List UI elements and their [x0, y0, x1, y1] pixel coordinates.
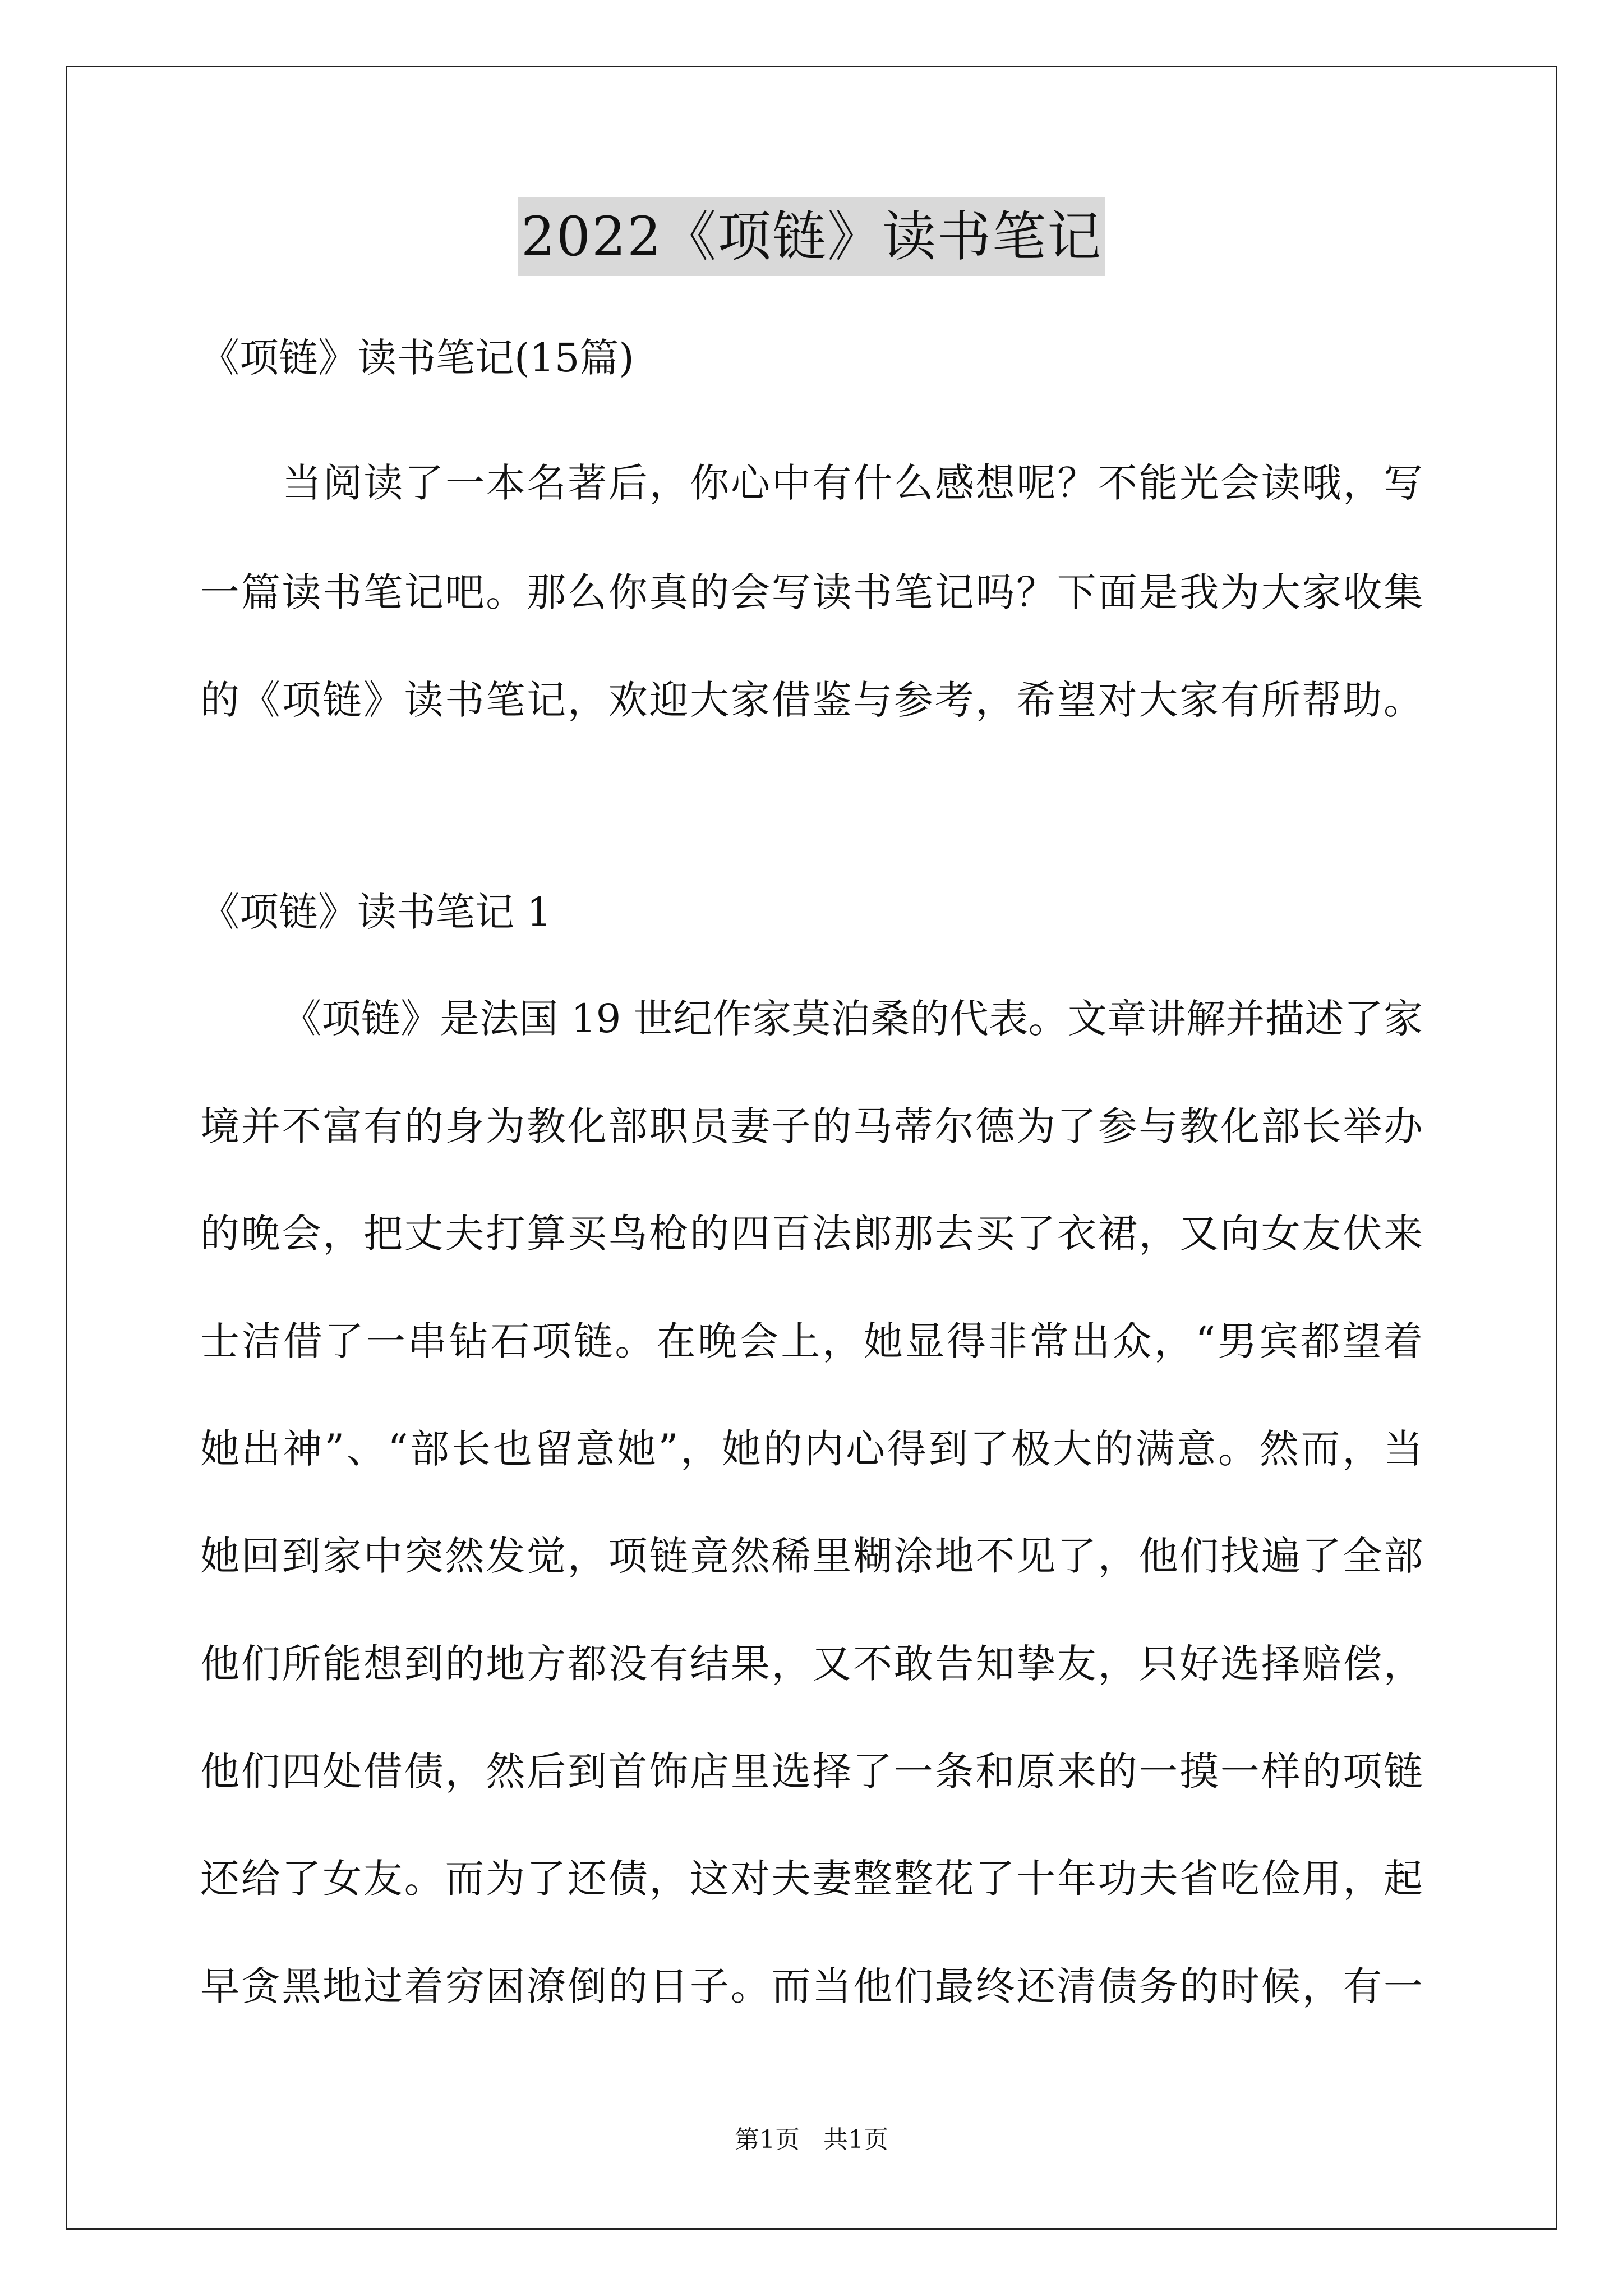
body-line: 《项链》是法国 19 世纪作家莫泊桑的代表。文章讲解并描述了家 — [282, 996, 1423, 1042]
body-line: 她回到家中突然发觉，项链竟然稀里糊涂地不见了，他们找遍了全部 — [200, 1533, 1423, 1579]
document-title: 2022《项链》读书笔记 — [518, 197, 1105, 276]
body-line: 还给了女友。而为了还债，这对夫妻整整花了十年功夫省吃俭用，起 — [200, 1856, 1423, 1902]
intro-line: 的《项链》读书笔记，欢迎大家借鉴与参考，希望对大家有所帮助。 — [200, 677, 1423, 723]
subtitle: 《项链》读书笔记(15篇) — [200, 335, 634, 381]
page-number: 第1页 — [735, 2125, 800, 2154]
intro-line: 当阅读了一本名著后，你心中有什么感想呢？不能光会读哦，写 — [282, 460, 1423, 506]
title-container — [0, 197, 1623, 276]
body-line: 的晚会，把丈夫打算买鸟枪的四百法郎那去买了衣裙，又向女友伏来 — [200, 1211, 1423, 1257]
body-line: 她出神”、“部长也留意她”，她的内心得到了极大的满意。然而，当 — [200, 1426, 1423, 1472]
body-line: 境并不富有的身为教化部职员妻子的马蒂尔德为了参与教化部长举办 — [200, 1103, 1423, 1149]
body-line: 他们四处借债，然后到首饰店里选择了一条和原来的一摸一样的项链 — [200, 1749, 1423, 1795]
page-total: 共1页 — [823, 2125, 888, 2154]
body-line: 士洁借了一串钻石项链。在晚会上，她显得非常出众，“男宾都望着 — [200, 1318, 1423, 1364]
intro-line: 一篇读书笔记吧。那么你真的会写读书笔记吗？下面是我为大家收集 — [200, 569, 1423, 615]
body-line: 他们所能想到的地方都没有结果，又不敢告知挚友，只好选择赔偿， — [200, 1641, 1423, 1687]
body-line: 早贪黑地过着穷困潦倒的日子。而当他们最终还清债务的时候，有一 — [200, 1963, 1423, 2009]
page-footer — [0, 2123, 1623, 2157]
section-heading: 《项链》读书笔记 1 — [200, 889, 552, 935]
